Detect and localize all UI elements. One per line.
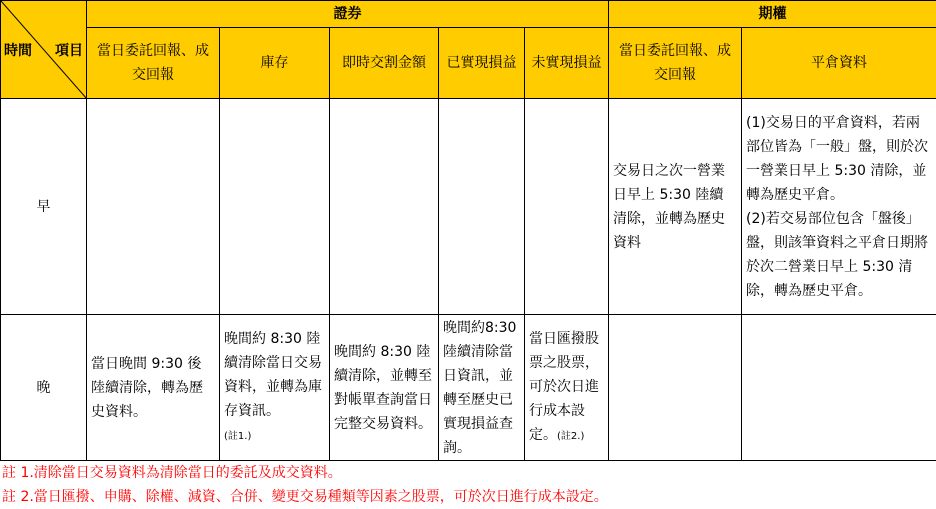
corner-header-cell bbox=[1, 1, 87, 99]
footnote-1: 註 1.清除當日交易資料為清除當日的委託及成交資料。 bbox=[2, 461, 608, 485]
futures-group-header: 期權 bbox=[609, 1, 936, 28]
cell-empty bbox=[330, 99, 439, 315]
item-label: 項目 bbox=[55, 39, 83, 63]
inventory-text: 晚間約 8:30 陸續清除當日交易資料，並轉為庫存資訊。 bbox=[224, 331, 322, 419]
cell-empty bbox=[525, 99, 609, 315]
column-header-row bbox=[1, 28, 936, 99]
close-rule-2: (2)若交易部位包含「盤後」盤，則該筆資料之平倉日期將於次二營業日早上 5:30 清除，轉為歷史平倉。 bbox=[746, 207, 932, 303]
cell-evening-inventory bbox=[220, 315, 330, 461]
time-label: 時間 bbox=[4, 39, 32, 63]
col-header-unrealized: 未實現損益 bbox=[525, 28, 609, 99]
cell-evening-order: 當日晚間 9:30 後陸續清除，轉為歷史資料。 bbox=[87, 315, 220, 461]
table-row-morning bbox=[1, 99, 936, 315]
row-label-evening: 晚 bbox=[1, 315, 87, 461]
cell-morning-close-data bbox=[742, 99, 936, 315]
group-header-row bbox=[1, 1, 936, 28]
cell-evening-realized: 晚間約8:30陸續清除當日資訊，並轉至歷史已實現損益查詢。 bbox=[439, 315, 525, 461]
col-header-inventory: 庫存 bbox=[220, 28, 330, 99]
row-label-morning: 早 bbox=[1, 99, 87, 315]
col-header-fut-order-report: 當日委託回報、成交回報 bbox=[609, 28, 742, 99]
footnote-2: 註 2.當日匯撥、申購、除權、減資、合併、變更交易種類等因素之股票，可於次日進行成本設定。 bbox=[2, 485, 608, 509]
cell-empty bbox=[439, 99, 525, 315]
note-ref-1: (註1.) bbox=[224, 431, 251, 442]
footnotes bbox=[2, 461, 608, 509]
cell-evening-unrealized bbox=[525, 315, 609, 461]
note-ref-2: (註2.) bbox=[557, 431, 584, 442]
close-rule-1: (1)交易日的平倉資料，若兩部位皆為「一般」盤，則於次一營業日早上 5:30 清除，並轉為歷史平倉。 bbox=[746, 111, 932, 207]
unrealized-text: 當日匯撥股票之股票，可於次日進行成本設定。 bbox=[529, 331, 599, 443]
cell-morning-fut-order: 交易日之次一營業日早上 5:30 陸續清除，並轉為歷史資料 bbox=[609, 99, 742, 315]
col-header-close-data: 平倉資料 bbox=[742, 28, 936, 99]
cell-empty bbox=[87, 99, 220, 315]
cell-empty bbox=[609, 315, 742, 461]
col-header-realized: 已實現損益 bbox=[439, 28, 525, 99]
cell-empty bbox=[742, 315, 936, 461]
col-header-sec-order-report: 當日委託回報、成交回報 bbox=[87, 28, 220, 99]
cell-evening-settlement: 晚間約 8:30 陸續清除，並轉至對帳單查詢當日完整交易資料。 bbox=[330, 315, 439, 461]
securities-group-header: 證券 bbox=[87, 1, 609, 28]
cell-empty bbox=[220, 99, 330, 315]
col-header-settlement: 即時交割金額 bbox=[330, 28, 439, 99]
table-row-evening bbox=[1, 315, 936, 461]
